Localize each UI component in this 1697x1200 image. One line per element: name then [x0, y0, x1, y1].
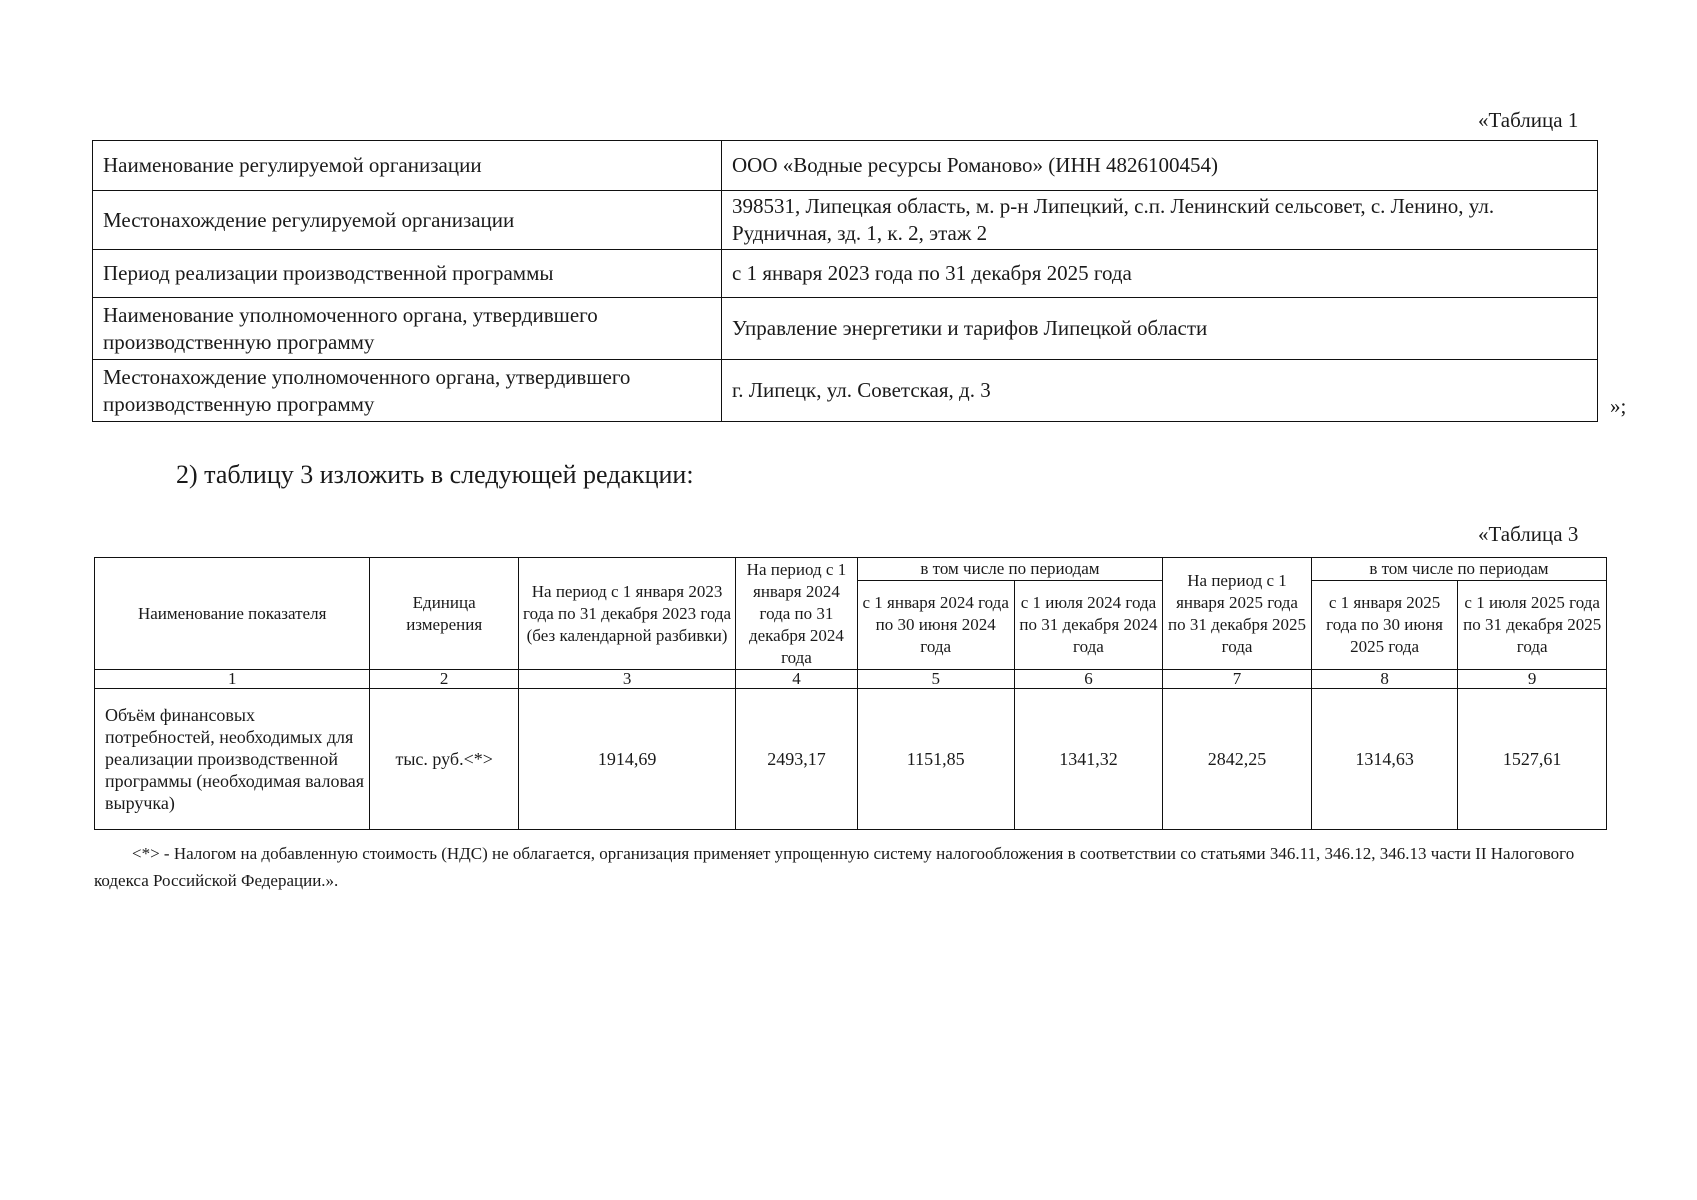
column-number: 1	[95, 670, 370, 689]
column-number: 8	[1311, 670, 1458, 689]
table-row	[95, 689, 1607, 830]
table-row	[93, 360, 1598, 422]
row-value: 2842,25	[1163, 689, 1312, 830]
header-group-2025: в том числе по периодам	[1311, 558, 1606, 581]
column-number: 7	[1163, 670, 1312, 689]
amendment-paragraph: 2) таблицу 3 изложить в следующей редакции:	[176, 460, 694, 489]
financial-needs-table	[94, 557, 1607, 830]
row-value: 1341,32	[1014, 689, 1163, 830]
table-cell-label: Местонахождение уполномоченного органа, утвердившего производственную программу	[93, 360, 722, 422]
table-header-row	[95, 558, 1607, 581]
table-row	[93, 191, 1598, 250]
header-unit: Единица измерения	[370, 558, 519, 670]
header-group-2024: в том числе по периодам	[857, 558, 1163, 581]
table-cell-value: ООО «Водные ресурсы Романово» (ИНН 4826100454)	[722, 141, 1598, 191]
table-cell-label: Наименование регулируемой организации	[93, 141, 722, 191]
table-cell-value: г. Липецк, ул. Советская, д. 3	[722, 360, 1598, 422]
row-unit: тыс. руб.<*>	[370, 689, 519, 830]
header-h2-2025: с 1 июля 2025 года по 31 декабря 2025 года	[1458, 581, 1607, 670]
table3-caption: «Таблица 3	[1478, 522, 1579, 546]
table-cell-value: Управление энергетики и тарифов Липецкой области	[722, 298, 1598, 360]
header-name: Наименование показателя	[95, 558, 370, 670]
header-period-2025: На период с 1 января 2025 года по 31 декабря 2025 года	[1163, 558, 1312, 670]
header-h2-2024: с 1 июля 2024 года по 31 декабря 2024 года	[1014, 581, 1163, 670]
table1-caption: «Таблица 1	[1478, 108, 1579, 132]
table-row	[93, 250, 1598, 298]
table-cell-value: 398531, Липецкая область, м. р-н Липецкий, с.п. Ленинский сельсовет, с. Ленино, ул. Рудничная, зд. 1, к. 2, этаж 2	[722, 191, 1598, 250]
table-cell-label: Наименование уполномоченного органа, утвердившего производственную программу	[93, 298, 722, 360]
table1-closing-quote: »;	[1610, 394, 1627, 418]
row-value: 1914,69	[518, 689, 735, 830]
header-period-2024: На период с 1 января 2024 года по 31 декабря 2024 года	[736, 558, 858, 670]
header-period-2023: На период с 1 января 2023 года по 31 декабря 2023 года (без календарной разбивки)	[518, 558, 735, 670]
column-numbers-row	[95, 670, 1607, 689]
column-number: 4	[736, 670, 858, 689]
table-cell-label: Местонахождение регулируемой организации	[93, 191, 722, 250]
row-value: 1527,61	[1458, 689, 1607, 830]
column-number: 3	[518, 670, 735, 689]
table-cell-value: с 1 января 2023 года по 31 декабря 2025 года	[722, 250, 1598, 298]
row-value: 1151,85	[857, 689, 1014, 830]
row-indicator-name: Объём финансовых потребностей, необходимых для реализации производственной программы (необходимая валовая выручка)	[95, 689, 370, 830]
row-value: 2493,17	[736, 689, 858, 830]
footnote: <*> - Налогом на добавленную стоимость (НДС) не облагается, организация применяет упрощенную систему налогообложения в соответствии со статьями 346.11, 346.12, 346.13 части II Налогового кодекса Российской Федерации.».	[94, 844, 1575, 890]
header-h1-2025: с 1 января 2025 года по 30 июня 2025 года	[1311, 581, 1458, 670]
column-number: 9	[1458, 670, 1607, 689]
row-value: 1314,63	[1311, 689, 1458, 830]
column-number: 5	[857, 670, 1014, 689]
table-cell-label: Период реализации производственной программы	[93, 250, 722, 298]
column-number: 2	[370, 670, 519, 689]
table-row	[93, 298, 1598, 360]
column-number: 6	[1014, 670, 1163, 689]
header-h1-2024: с 1 января 2024 года по 30 июня 2024 года	[857, 581, 1014, 670]
table-row	[93, 141, 1598, 191]
organization-info-table	[92, 140, 1598, 422]
